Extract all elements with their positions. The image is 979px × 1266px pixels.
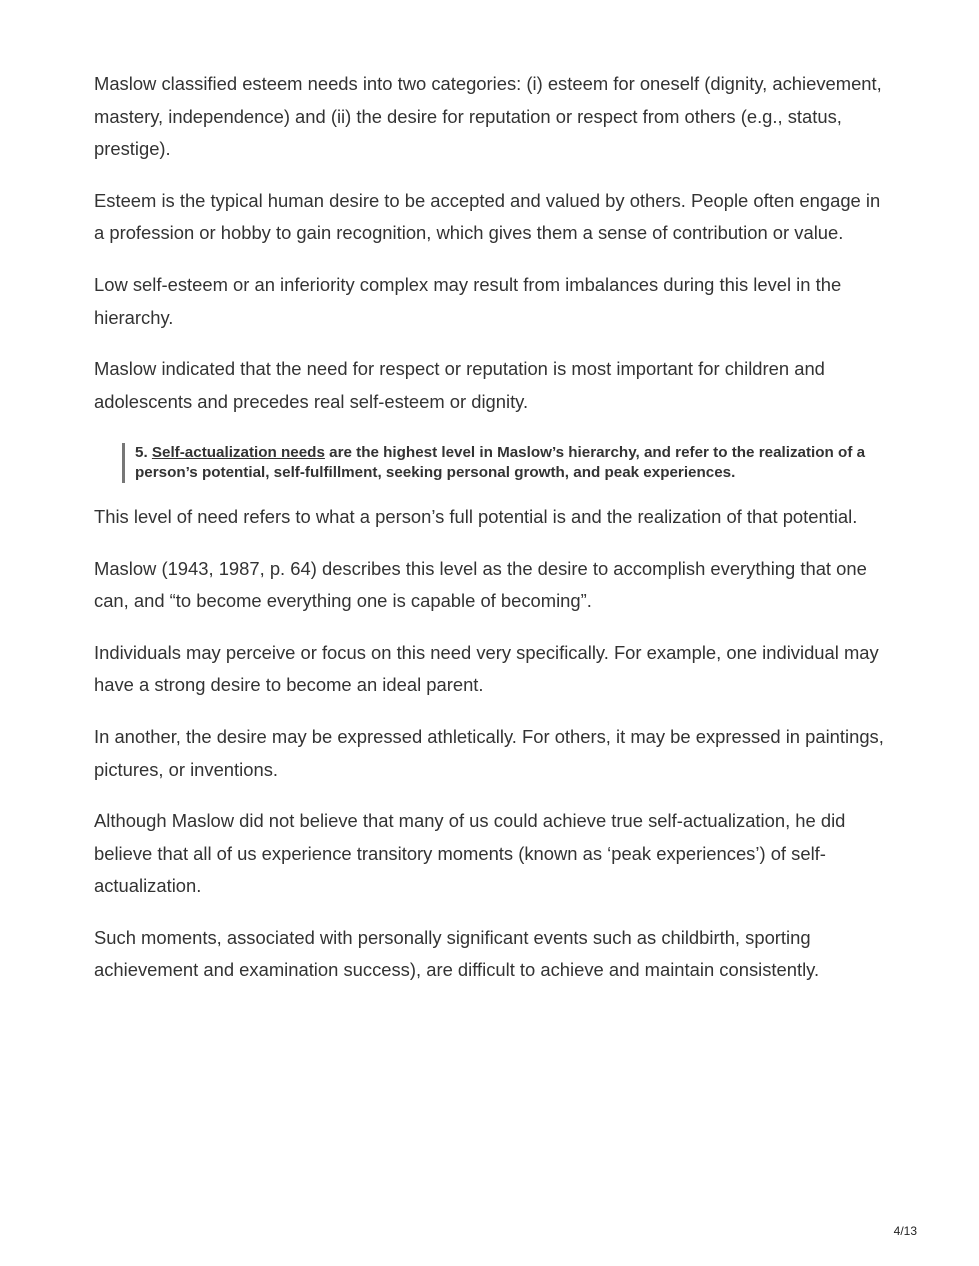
paragraph-significant-events: Such moments, associated with personally significant events such as childbirth, sporting achievement and examination success), are difficult to achieve and maintain consistently. bbox=[94, 926, 820, 981]
paragraph-athletic-expression: In another, the desire may be expressed athletically. For others, it may be expressed in paintings, pictures, or inventions. bbox=[94, 725, 884, 780]
paragraph-esteem-categories: Maslow classified esteem needs into two categories: (i) esteem for oneself (dignity, achievement, mastery, independence) and (ii) the desire for reputation or respect from others (e.g., status, prestige). bbox=[94, 73, 882, 160]
article-body bbox=[94, 68, 894, 1006]
blockquote-self-actualization bbox=[122, 443, 894, 483]
paragraph-low-self-esteem: Low self-esteem or an inferiority complex may result from imbalances during this level in the hierarchy. bbox=[94, 273, 842, 328]
self-actualization-link[interactable]: Self-actualization needs bbox=[151, 444, 325, 462]
paragraph-full-potential: This level of need refers to what a person’s full potential is and the realization of that potential. bbox=[94, 505, 858, 527]
paragraph-maslow-quote: Maslow (1943, 1987, p. 64) describes this level as the desire to accomplish everything that one can, and “to become everything one is capable of becoming”. bbox=[94, 557, 867, 612]
blockquote-number: 5. bbox=[135, 444, 152, 462]
page-number: 4/13 bbox=[893, 1224, 917, 1238]
paragraph-esteem-desire: Esteem is the typical human desire to be accepted and valued by others. People often engage in a profession or hobby to gain recognition, which gives them a sense of contribution or value. bbox=[94, 189, 881, 244]
blockquote-text: are the highest level in Maslow’s hierarchy, and refer to the realization of a person’s potential, self-fulfillment, seeking personal growth, and peak experiences. bbox=[135, 444, 866, 482]
paragraph-peak-experiences: Although Maslow did not believe that many of us could achieve true self-actualization, he did believe that all of us experience transitory moments (known as ‘peak experiences’) of self-actualization. bbox=[94, 810, 846, 897]
paragraph-individual-focus: Individuals may perceive or focus on this need very specifically. For example, one individual may have a strong desire to become an ideal parent. bbox=[94, 641, 879, 696]
paragraph-respect-reputation: Maslow indicated that the need for respect or reputation is most important for children and adolescents and precedes real self-esteem or dignity. bbox=[94, 358, 825, 412]
